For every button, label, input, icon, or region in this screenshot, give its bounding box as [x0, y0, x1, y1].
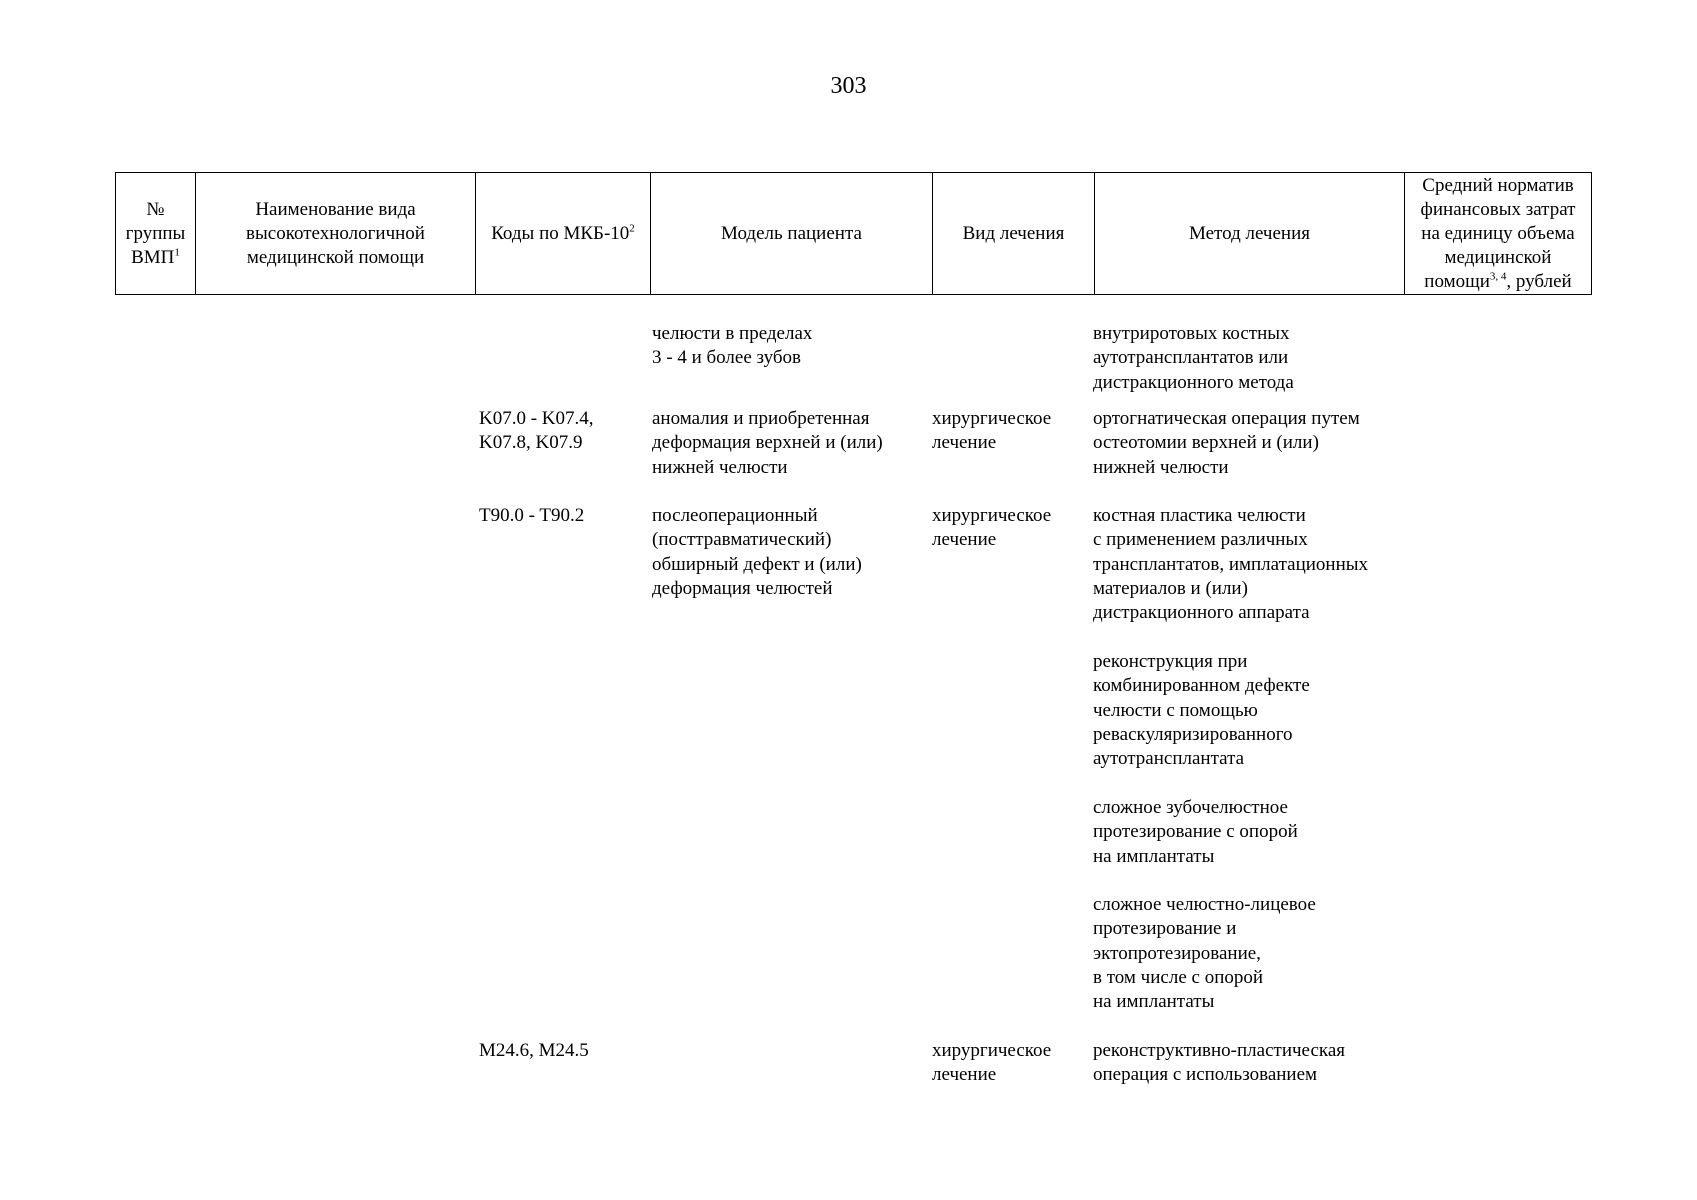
icd-codes-cell: T90.0 - T90.2: [479, 505, 585, 526]
header-cost-standard: [1405, 173, 1592, 295]
header-treatment-type: Вид лечения: [933, 173, 1095, 295]
treatment-method-cell: сложное зубочелюстное протезирование с опорой на имплантаты: [1093, 797, 1298, 867]
patient-model-cell: послеоперационный (посттравматический) обширный дефект и (или) деформация челюстей: [652, 505, 862, 599]
treatment-method-cell: ортогнатическая операция путем остеотомии верхней и (или) нижней челюсти: [1093, 408, 1360, 478]
footnote-ref: 2: [629, 222, 635, 235]
treatment-method-cell: внутриротовых костных аутотрансплантатов или дистракционного метода: [1093, 323, 1294, 393]
header-care-type-name: Наименование вида высокотехнологичной медицинской помощи: [196, 173, 476, 295]
header-cost-standard-unit: , рублей: [1506, 270, 1572, 292]
header-cost-standard-label: Средний норматив финансовых затрат на единицу объема медицинской помощи: [1420, 174, 1576, 292]
footnote-ref: 1: [174, 246, 180, 259]
header-group-number-label: № группы ВМП: [125, 198, 186, 268]
footnote-ref: 3, 4: [1489, 270, 1507, 283]
treatment-type-cell: хирургическое лечение: [932, 1040, 1052, 1086]
header-patient-model: Модель пациента: [651, 173, 933, 295]
treatment-method-cell: реконструкция при комбинированном дефекте челюсти с помощью реваскуляризированного аутотрансплантата: [1093, 651, 1310, 770]
icd-codes-cell: M24.6, M24.5: [479, 1040, 589, 1061]
patient-model-cell: челюсти в пределах 3 - 4 и более зубов: [652, 323, 813, 369]
header-icd-codes: [476, 173, 651, 295]
icd-codes-cell: K07.0 - K07.4, K07.8, K07.9: [479, 408, 594, 454]
header-treatment-method: Метод лечения: [1095, 173, 1405, 295]
header-group-number: [116, 173, 196, 295]
header-icd-codes-label: Коды по МКБ-10: [491, 222, 630, 244]
treatment-method-cell: реконструктивно-пластическая операция с использованием: [1093, 1040, 1346, 1086]
treatment-method-cell: костная пластика челюсти с применением различных трансплантатов, имплатационных материалов и (или) дистракционного аппарата: [1093, 505, 1369, 624]
treatment-type-cell: хирургическое лечение: [932, 408, 1052, 454]
treatment-type-cell: хирургическое лечение: [932, 505, 1052, 551]
patient-model-cell: аномалия и приобретенная деформация верхней и (или) нижней челюсти: [652, 408, 883, 478]
treatment-method-cell: сложное челюстно-лицевое протезирование и эктопротезирование, в том числе с опорой на имплантаты: [1093, 894, 1316, 1013]
page-number: 303: [830, 73, 867, 99]
table-header: [115, 172, 1592, 295]
